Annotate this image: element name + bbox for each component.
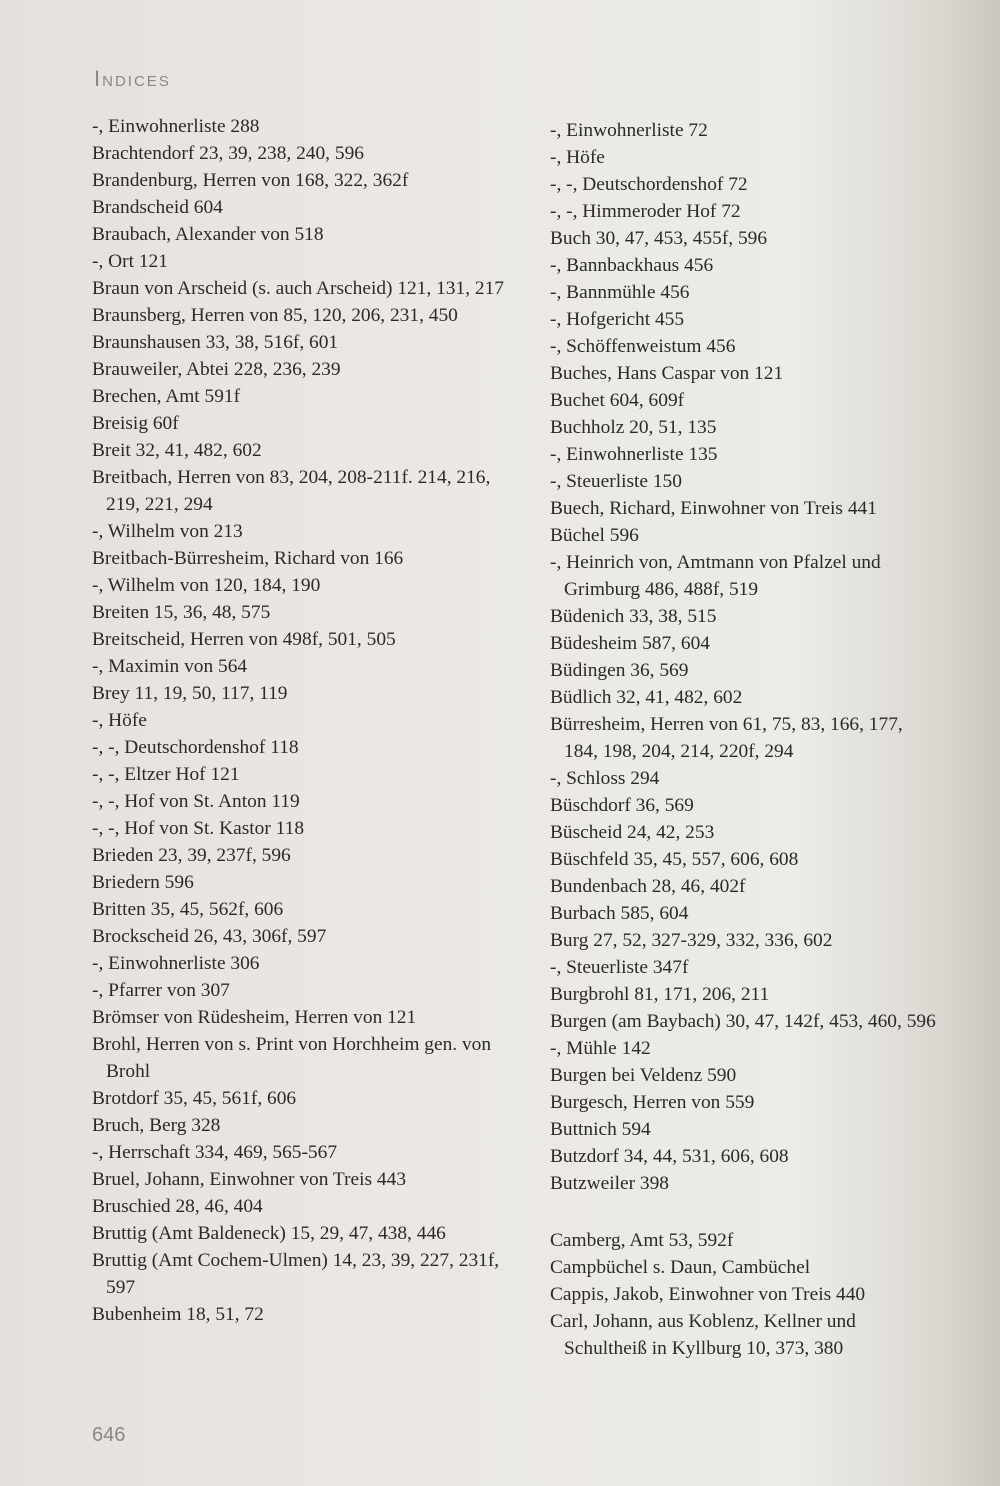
index-entry: Brömser von Rüdesheim, Herren von 121 bbox=[92, 1007, 417, 1028]
index-column-right bbox=[550, 117, 940, 1362]
index-entry: -, Schöffenweistum 456 bbox=[550, 336, 736, 357]
index-entry: Bürresheim, Herren von 61, 75, 83, 166, 177, 184, 198, 204, 214, 220f, 294 bbox=[550, 714, 903, 762]
index-entry: Brauweiler, Abtei 228, 236, 239 bbox=[92, 359, 341, 380]
index-entry: -, Maximin von 564 bbox=[92, 656, 248, 677]
index-entry: -, -, Hof von St. Anton 119 bbox=[92, 791, 300, 812]
index-entry: Büdenich 33, 38, 515 bbox=[550, 606, 717, 627]
index-entry: -, Herrschaft 334, 469, 565-567 bbox=[92, 1142, 338, 1163]
index-entry: Camberg, Amt 53, 592f bbox=[550, 1230, 734, 1251]
index-entry: -, -, Deutschordenshof 72 bbox=[550, 174, 748, 195]
index-entry: -, Steuerliste 347f bbox=[550, 957, 689, 978]
index-entry: -, Mühle 142 bbox=[550, 1038, 651, 1059]
index-entry: -, Hofgericht 455 bbox=[550, 309, 685, 330]
index-entry: Breit 32, 41, 482, 602 bbox=[92, 440, 262, 461]
index-entry: -, -, Himmeroder Hof 72 bbox=[550, 201, 741, 222]
index-entry: -, Einwohnerliste 72 bbox=[550, 120, 708, 141]
index-entry: Carl, Johann, aus Koblenz, Kellner und Schultheiß in Kyllburg 10, 373, 380 bbox=[550, 1311, 856, 1359]
index-entry: Buch 30, 47, 453, 455f, 596 bbox=[550, 228, 768, 249]
index-entry: Bruch, Berg 328 bbox=[92, 1115, 221, 1136]
index-entry: Burgen bei Veldenz 590 bbox=[550, 1065, 737, 1086]
index-entry: Brechen, Amt 591f bbox=[92, 386, 241, 407]
index-entry: -, Einwohnerliste 306 bbox=[92, 953, 260, 974]
index-entry: -, Einwohnerliste 288 bbox=[92, 116, 260, 137]
index-entry: Bubenheim 18, 51, 72 bbox=[92, 1304, 264, 1325]
index-entry: Breitbach, Herren von 83, 204, 208-211f. 214, 216, 219, 221, 294 bbox=[92, 467, 491, 515]
index-entry: Brachtendorf 23, 39, 238, 240, 596 bbox=[92, 143, 364, 164]
index-entry: Bruschied 28, 46, 404 bbox=[92, 1196, 263, 1217]
index-entry: -, Höfe bbox=[92, 710, 147, 731]
index-entry: Büschdorf 36, 569 bbox=[550, 795, 694, 816]
index-entry: Büschfeld 35, 45, 557, 606, 608 bbox=[550, 849, 799, 870]
index-entry: -, -, Deutschordenshof 118 bbox=[92, 737, 299, 758]
index-entry: Breiten 15, 36, 48, 575 bbox=[92, 602, 271, 623]
index-entry: Breisig 60f bbox=[92, 413, 179, 434]
index-column-left bbox=[92, 113, 512, 1328]
index-entry: Butzdorf 34, 44, 531, 606, 608 bbox=[550, 1146, 789, 1167]
index-entry: Brieden 23, 39, 237f, 596 bbox=[92, 845, 291, 866]
index-entry: Burgbrohl 81, 171, 206, 211 bbox=[550, 984, 770, 1005]
index-entry: Burgesch, Herren von 559 bbox=[550, 1092, 755, 1113]
index-entry: Brey 11, 19, 50, 117, 119 bbox=[92, 683, 288, 704]
index-entry: Breitscheid, Herren von 498f, 501, 505 bbox=[92, 629, 396, 650]
index-entry: Büdingen 36, 569 bbox=[550, 660, 689, 681]
index-entry: Britten 35, 45, 562f, 606 bbox=[92, 899, 284, 920]
index-entry: Büdlich 32, 41, 482, 602 bbox=[550, 687, 743, 708]
index-entry: -, Bannmühle 456 bbox=[550, 282, 690, 303]
index-entry: Campbüchel s. Daun, Cambüchel bbox=[550, 1257, 811, 1278]
index-entry: -, -, Eltzer Hof 121 bbox=[92, 764, 240, 785]
index-entry: Burbach 585, 604 bbox=[550, 903, 689, 924]
index-entry: Briedern 596 bbox=[92, 872, 194, 893]
index-entry: -, Bannbackhaus 456 bbox=[550, 255, 714, 276]
index-entry: -, Heinrich von, Amtmann von Pfalzel und Grimburg 486, 488f, 519 bbox=[550, 552, 881, 600]
index-entry: Breitbach-Bürresheim, Richard von 166 bbox=[92, 548, 404, 569]
index-entry: Cappis, Jakob, Einwohner von Treis 440 bbox=[550, 1284, 866, 1305]
index-entry: Büchel 596 bbox=[550, 525, 639, 546]
index-entry: -, -, Hof von St. Kastor 118 bbox=[92, 818, 305, 839]
index-entry: Buttnich 594 bbox=[550, 1119, 651, 1140]
index-entry: Brandenburg, Herren von 168, 322, 362f bbox=[92, 170, 409, 191]
index-entry: Butzweiler 398 bbox=[550, 1173, 670, 1194]
running-header: Indices bbox=[94, 66, 171, 91]
index-entry: -, Steuerliste 150 bbox=[550, 471, 682, 492]
index-entry: Braunsberg, Herren von 85, 120, 206, 231, 450 bbox=[92, 305, 458, 326]
index-entry: Braun von Arscheid (s. auch Arscheid) 121, 131, 217 bbox=[92, 278, 504, 299]
index-entry: Bruttig (Amt Cochem-Ulmen) 14, 23, 39, 227, 231f, 597 bbox=[92, 1250, 500, 1298]
index-entry: -, Höfe bbox=[550, 147, 605, 168]
index-entry: Braunshausen 33, 38, 516f, 601 bbox=[92, 332, 339, 353]
index-entry: Brotdorf 35, 45, 561f, 606 bbox=[92, 1088, 297, 1109]
index-entry: -, Wilhelm von 120, 184, 190 bbox=[92, 575, 321, 596]
index-entry: Bruttig (Amt Baldeneck) 15, 29, 47, 438, 446 bbox=[92, 1223, 446, 1244]
index-entry: Bruel, Johann, Einwohner von Treis 443 bbox=[92, 1169, 407, 1190]
index-entry: Büdesheim 587, 604 bbox=[550, 633, 710, 654]
index-entry: -, Einwohnerliste 135 bbox=[550, 444, 718, 465]
index-entry: Buches, Hans Caspar von 121 bbox=[550, 363, 784, 384]
index-entry: Büscheid 24, 42, 253 bbox=[550, 822, 715, 843]
index-entry: Bundenbach 28, 46, 402f bbox=[550, 876, 746, 897]
index-entry: Brandscheid 604 bbox=[92, 197, 223, 218]
index-entry: Buchet 604, 609f bbox=[550, 390, 685, 411]
index-entry: -, Wilhelm von 213 bbox=[92, 521, 243, 542]
index-entry: Burgen (am Baybach) 30, 47, 142f, 453, 460, 596 bbox=[550, 1011, 936, 1032]
index-entry: Brockscheid 26, 43, 306f, 597 bbox=[92, 926, 327, 947]
index-entry: Brohl, Herren von s. Print von Horchheim gen. von Brohl bbox=[92, 1034, 492, 1082]
index-entry: Buchholz 20, 51, 135 bbox=[550, 417, 717, 438]
index-entry: -, Ort 121 bbox=[92, 251, 168, 272]
index-entry: -, Pfarrer von 307 bbox=[92, 980, 230, 1001]
index-entry: Braubach, Alexander von 518 bbox=[92, 224, 324, 245]
letter-section-gap bbox=[550, 1197, 940, 1227]
page-number: 646 bbox=[92, 1424, 126, 1446]
index-entry: -, Schloss 294 bbox=[550, 768, 660, 789]
index-entry: Burg 27, 52, 327-329, 332, 336, 602 bbox=[550, 930, 833, 951]
index-entry: Buech, Richard, Einwohner von Treis 441 bbox=[550, 498, 877, 519]
